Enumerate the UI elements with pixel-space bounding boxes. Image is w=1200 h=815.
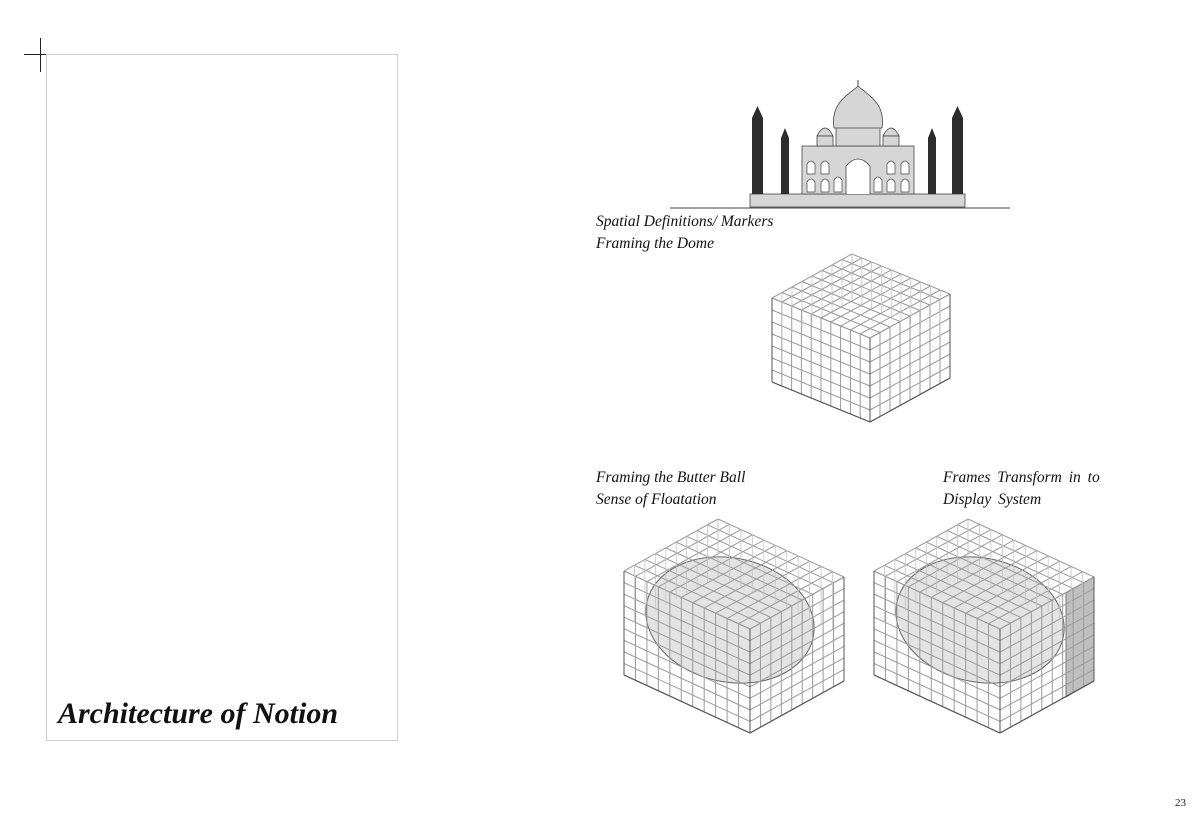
isometric-frame-grid	[770, 250, 952, 422]
caption-display-system	[943, 467, 1100, 511]
caption-line: Frames Transform in to	[943, 469, 1100, 486]
caption-butter-ball	[596, 467, 745, 511]
caption-line: Framing the Dome	[596, 235, 714, 252]
floating-ball-frame-grid	[622, 515, 848, 733]
caption-line: Framing the Butter Ball	[596, 469, 746, 486]
page-number: 23	[1175, 797, 1186, 809]
minaret-inner-left	[781, 128, 789, 194]
caption-spatial-definitions	[596, 211, 773, 255]
page-title: Architecture of Notion	[58, 697, 339, 730]
minaret-inner-right	[928, 128, 936, 194]
caption-line: Display System	[943, 491, 1042, 508]
title-panel-frame	[46, 54, 398, 741]
minaret-outer-right	[952, 106, 963, 194]
caption-line: Spatial Definitions/ Markers	[596, 213, 774, 230]
taj-mahal-elevation	[670, 84, 1015, 212]
display-system-frame-grid	[872, 515, 1098, 733]
caption-line: Sense of Floatation	[596, 491, 717, 508]
minaret-outer-left	[752, 106, 763, 194]
